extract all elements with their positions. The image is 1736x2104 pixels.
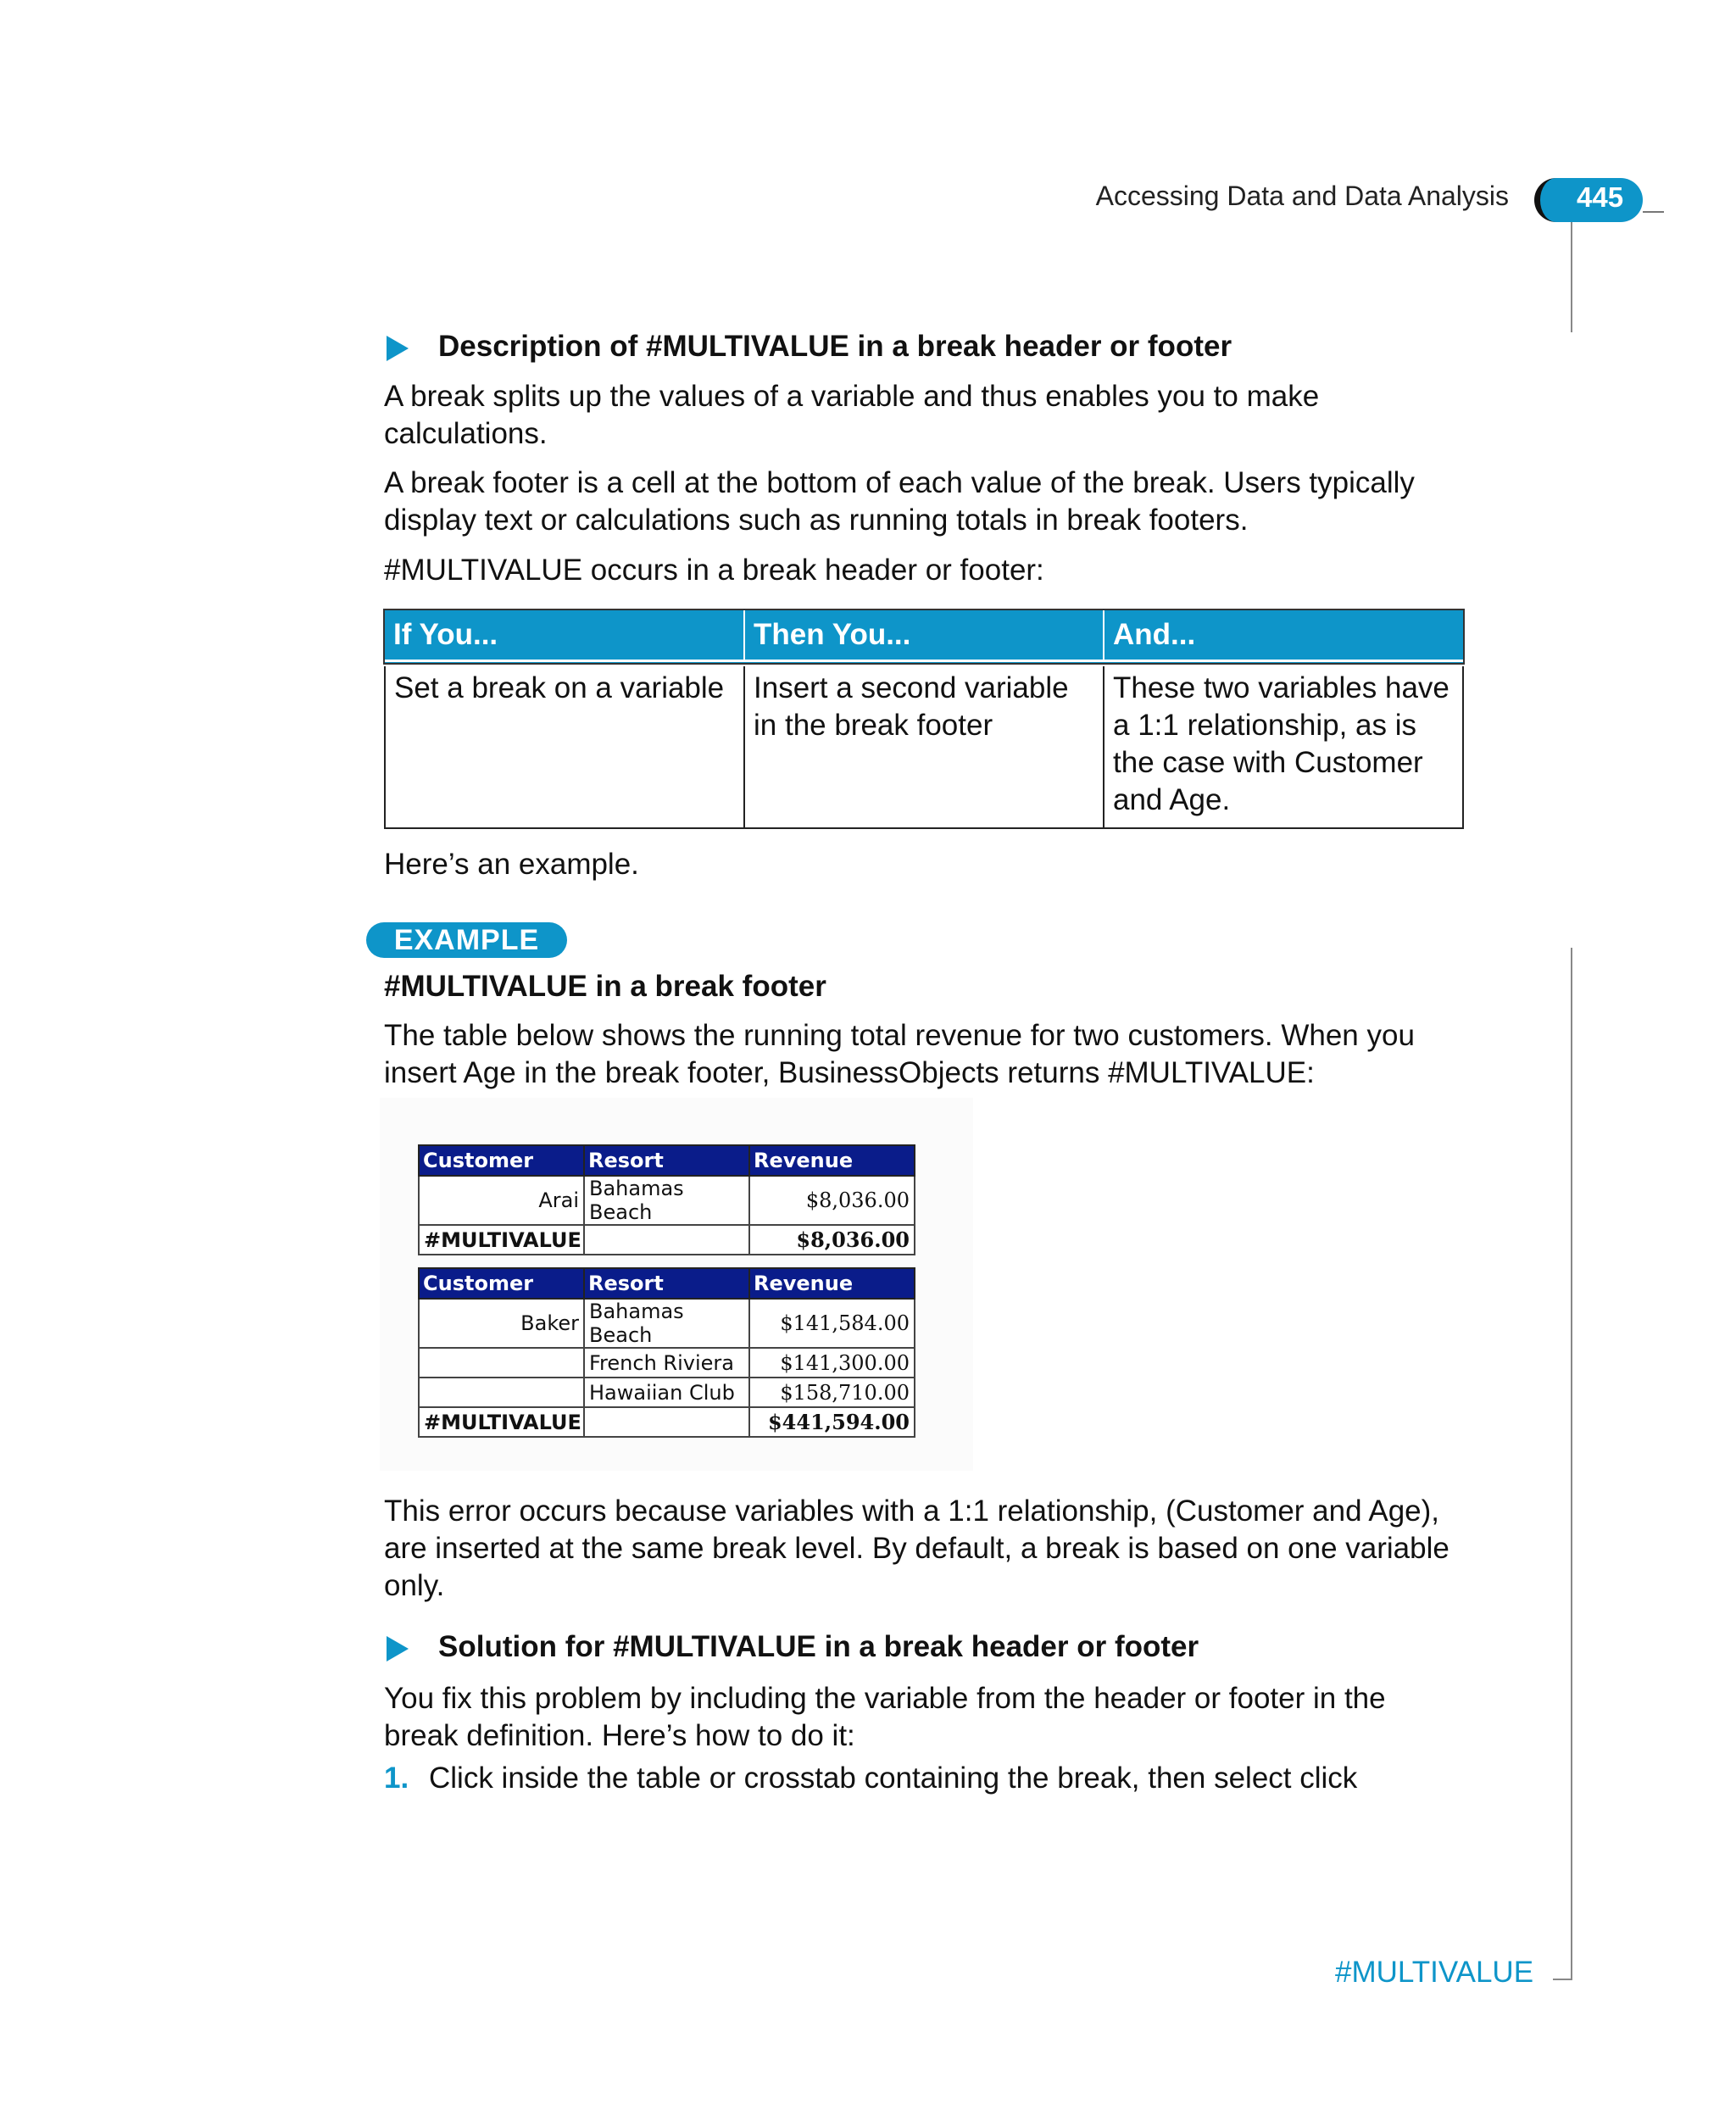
if-then-and-table [384,610,1464,829]
paragraph-break-definition: A break splits up the values of a variable and thus enables you to make calculations. [384,380,1320,450]
table-row [419,1348,915,1378]
section-heading-description: Description of #MULTIVALUE in a break header or footer [438,330,1232,363]
break-footer-empty [584,1407,749,1437]
header-rule [1643,211,1664,213]
break-footer-row [419,1407,915,1437]
report-header-customer: Customer [419,1268,584,1299]
report-table-baker [418,1267,915,1438]
footer-tag: #MULTIVALUE [1335,1956,1534,1989]
example-badge: EXAMPLE [366,922,567,958]
resort-cell: French Riviera [584,1348,749,1378]
break-footer-total: $441,594.00 [749,1407,915,1437]
break-footer-empty [584,1225,749,1255]
table-cell: Set a break on a variable [385,663,744,828]
report-figure [380,1098,973,1471]
break-footer-total: $8,036.00 [749,1225,915,1255]
error-explanation: This error occurs because variables with a 1:1 relationship, (Customer and Age), are inserted at the same break level. By default, a break is based on one variable only. [384,1495,1449,1602]
column-header-then-you: Then You... [744,610,1104,663]
table-row [385,663,1463,828]
break-footer-row [419,1225,915,1255]
triangle-bullet-icon [387,336,409,361]
paragraph-solution: You fix this problem by including the variable from the header or footer in the break definition. Here’s how to do it: [384,1682,1386,1752]
example-description: The table below shows the running total revenue for two customers. When you insert Age in the break footer, BusinessObjects returns #MULTIVALUE: [384,1019,1415,1089]
example-intro: Here’s an example. [384,848,639,881]
column-header-if-you: If You... [385,610,744,663]
customer-cell [419,1348,584,1378]
revenue-cell: $141,300.00 [749,1348,915,1378]
margin-rule-bottom [1571,948,1572,1980]
report-header-resort: Resort [584,1145,749,1176]
revenue-cell: $158,710.00 [749,1378,915,1407]
report-header-row [419,1145,915,1176]
margin-rule-top [1571,222,1572,332]
resort-cell: Bahamas Beach [584,1176,749,1225]
section-heading-solution: Solution for #MULTIVALUE in a break header or footer [438,1630,1199,1663]
break-footer-multivalue: #MULTIVALUE [419,1407,584,1437]
report-header-customer: Customer [419,1145,584,1176]
running-head: Accessing Data and Data Analysis [1095,181,1509,211]
customer-cell: Baker [419,1299,584,1348]
step-text: Click inside the table or crosstab containing the break, then select click [429,1762,1358,1795]
resort-cell: Bahamas Beach [584,1299,749,1348]
revenue-cell: $141,584.00 [749,1299,915,1348]
step-number: 1. [384,1762,409,1795]
table-row [419,1176,915,1225]
revenue-cell: $8,036.00 [749,1176,915,1225]
paragraph-multivalue-occurs: #MULTIVALUE occurs in a break header or footer: [384,554,1044,587]
table-header-row [385,610,1463,663]
table-row [419,1378,915,1407]
report-header-revenue: Revenue [749,1145,915,1176]
paragraph-break-footer: A break footer is a cell at the bottom of each value of the break. Users typically display text or calculations such as running totals in break footers. [384,466,1415,537]
report-table-arai [418,1144,915,1255]
footer-rule [1553,1979,1572,1980]
report-header-resort: Resort [584,1268,749,1299]
example-title: #MULTIVALUE in a break footer [384,970,826,1003]
customer-cell: Arai [419,1176,584,1225]
report-header-row [419,1268,915,1299]
table-row [419,1299,915,1348]
page-number: 445 [1577,181,1624,213]
resort-cell: Hawaiian Club [584,1378,749,1407]
column-header-and: And... [1104,610,1463,663]
break-footer-multivalue: #MULTIVALUE [419,1225,584,1255]
triangle-bullet-icon [387,1636,409,1661]
table-cell: These two variables have a 1:1 relationship, as is the case with Customer and Age. [1104,663,1463,828]
customer-cell [419,1378,584,1407]
report-header-revenue: Revenue [749,1268,915,1299]
table-cell: Insert a second variable in the break footer [744,663,1104,828]
